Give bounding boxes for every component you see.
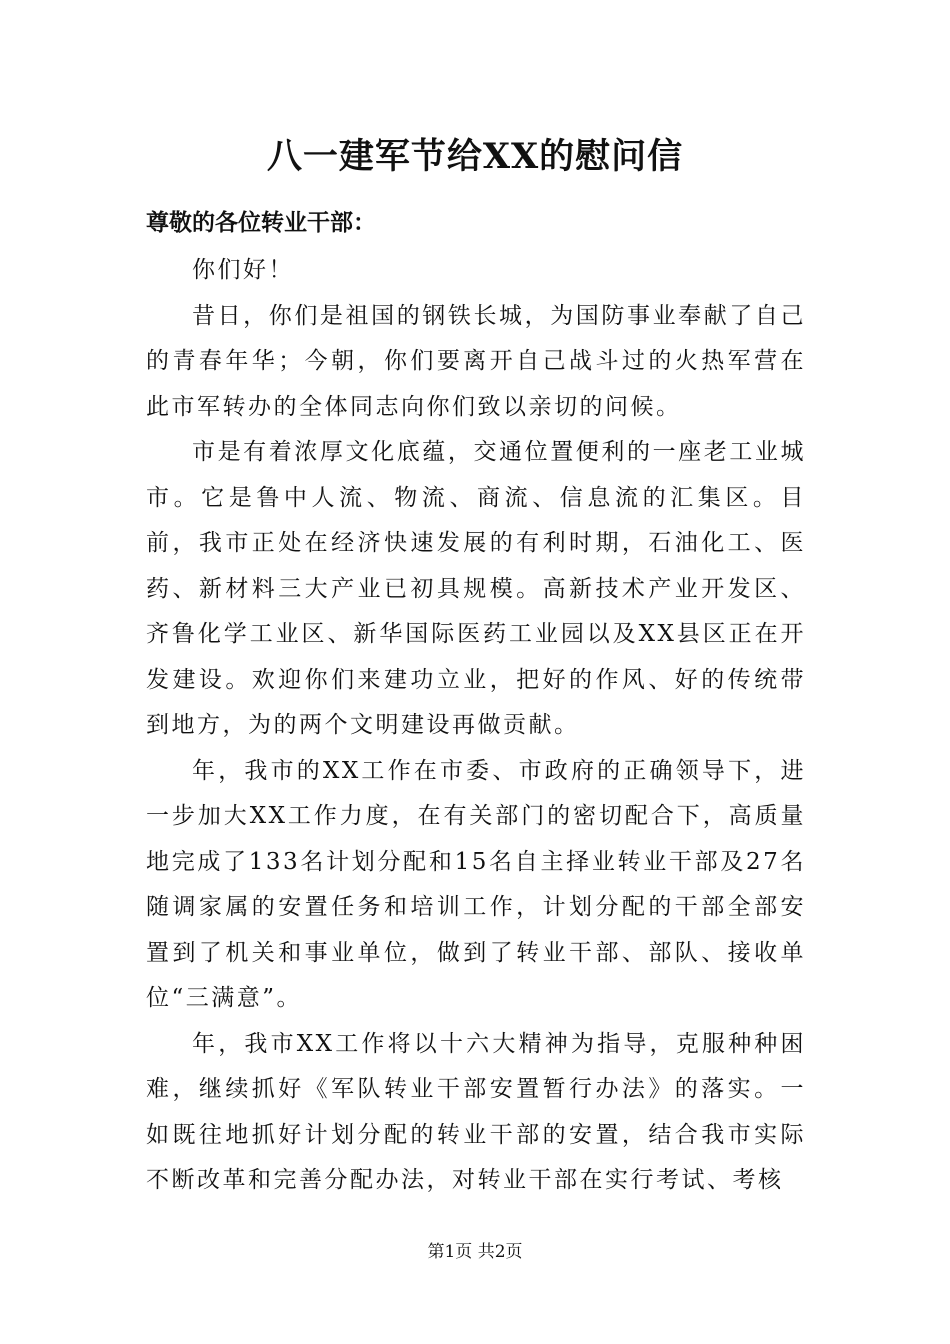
paragraph: 市是有着浓厚文化底蕴，交通位置便利的一座老工业城市。它是鲁中人流、物流、商流、信息流的汇集区。目前，我市正处在经济快速发展的有利时期，石油化工、医药、新材料三大产业已初具规模。高新技术产业开发区、齐鲁化学工业区、新华国际医药工业园以及XX县区正在开发建设。欢迎你们来建功立业，把好的作风、好的传统带到地方，为的两个文明建设再做贡献。 [146,439,806,738]
letter-body [146,248,806,1204]
salutation: 尊敬的各位转业干部： [146,209,376,236]
document-title: 八一建军节给XX的慰问信 [266,136,684,177]
paragraph: 年，我市的XX工作在市委、市政府的正确领导下，进一步加大XX工作力度，在有关部门的密切配合下，高质量地完成了133名计划分配和15名自主择业转业干部及27名随调家属的安置任务和培训工作，计划分配的干部全部安置到了机关和事业单位，做到了转业干部、部队、接收单位“三满意”。 [146,757,806,1011]
paragraph: 昔日，你们是祖国的钢铁长城，为国防事业奉献了自己的青春年华；今朝，你们要离开自己战斗过的火热军营在此市军转办的全体同志向你们致以亲切的问候。 [146,302,806,420]
paragraph-greeting: 你们好！ [192,257,294,283]
page-number-footer: 第1页 共2页 [427,1242,523,1262]
paragraph: 年，我市XX工作将以十六大精神为指导，克服种种困难，继续抓好《军队转业干部安置暂行办法》的落实。一如既往地抓好计划分配的转业干部的安置，结合我市实际不断改革和完善分配办法，对转业干部在实行考试、考核 [146,1030,806,1193]
